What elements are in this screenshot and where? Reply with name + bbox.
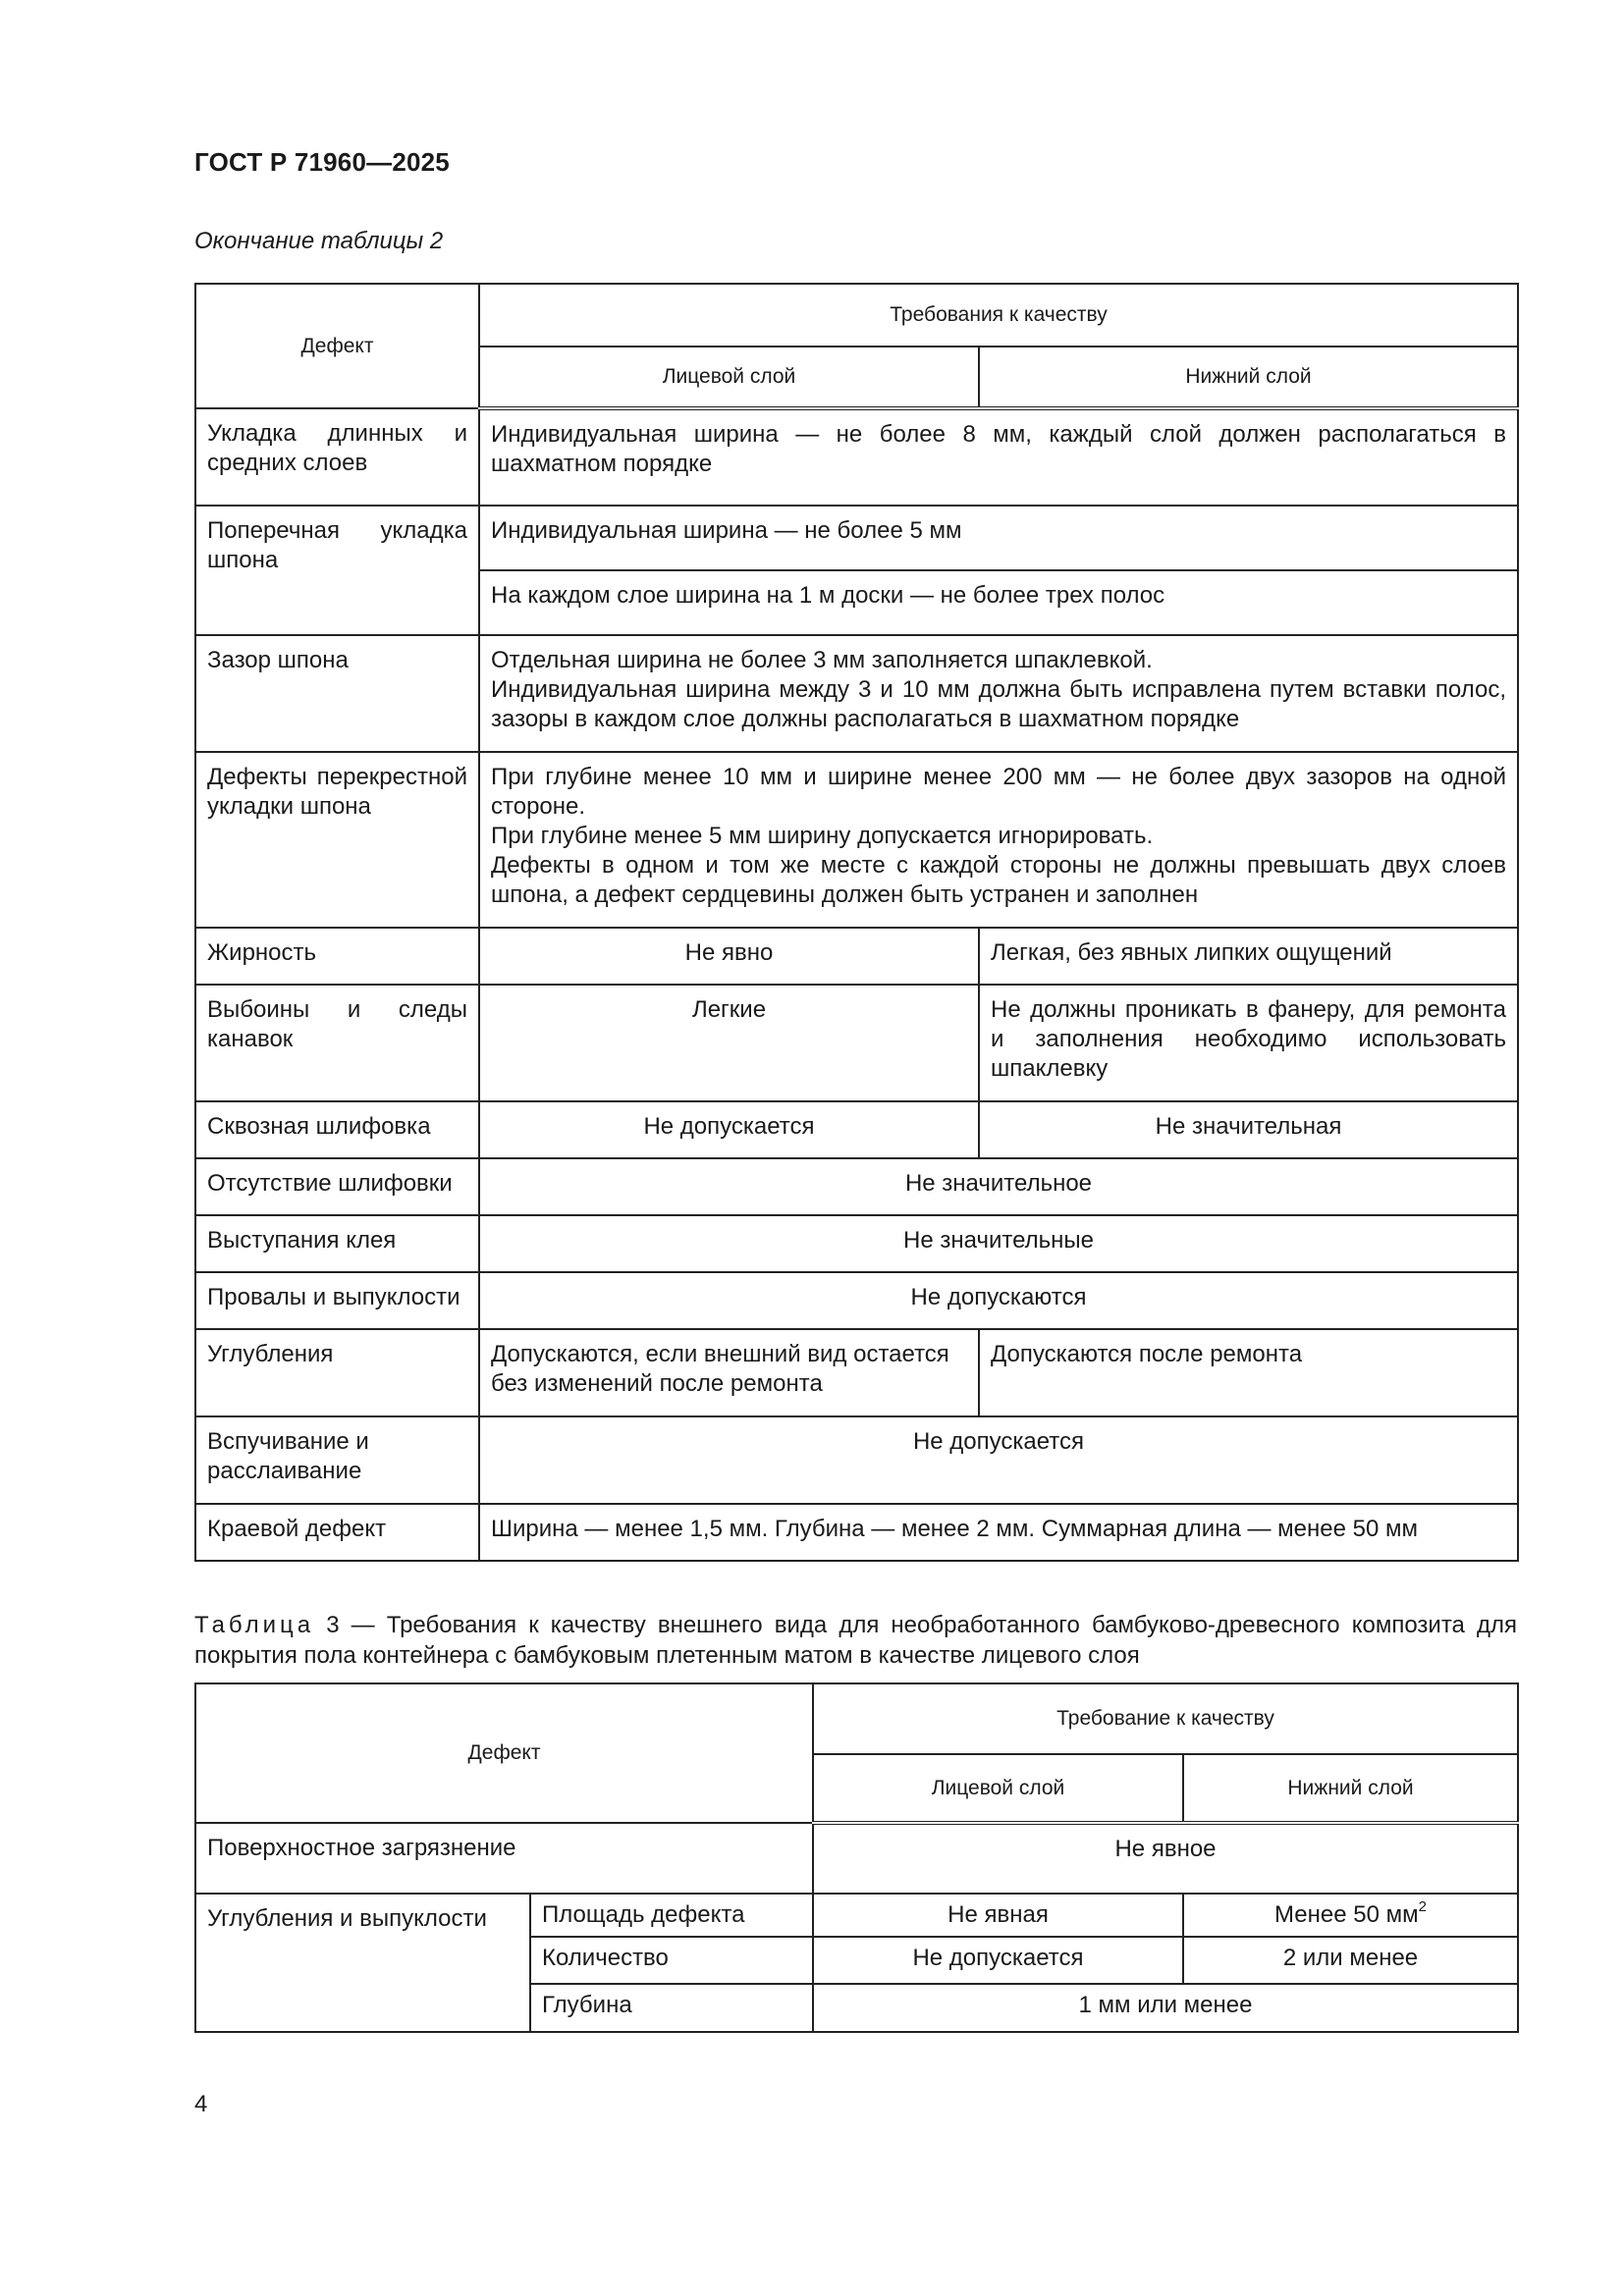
requirement-cell: Не явное bbox=[813, 1823, 1518, 1894]
requirement-line: При глубине менее 5 мм ширину допускается игнорировать. bbox=[491, 823, 1154, 849]
requirement-cell: 1 мм или менее bbox=[813, 1984, 1518, 2032]
table-3-caption bbox=[194, 1610, 1517, 1671]
face-layer-cell: Допускаются, если внешний вид остается без изменений после ремонта bbox=[479, 1329, 979, 1416]
table-row bbox=[195, 1272, 1518, 1329]
table-row bbox=[195, 928, 1518, 985]
table-row bbox=[195, 1158, 1518, 1215]
defect-cell: Дефекты перекрестной укладки шпона bbox=[195, 752, 479, 928]
requirement-line: Индивидуальная ширина между 3 и 10 мм должна быть исправлена путем вставки полос, зазоры в каждом слое должны располагаться в шахматном порядке bbox=[491, 676, 1506, 732]
defect-cell: Вспучивание и расслаивание bbox=[195, 1416, 479, 1504]
requirement-cell bbox=[479, 635, 1518, 752]
header-bottom-layer: Нижний слой bbox=[979, 347, 1518, 408]
face-layer-cell: Не допускается bbox=[479, 1101, 979, 1158]
bottom-layer-cell bbox=[1183, 1894, 1518, 1937]
parameter-cell: Площадь дефекта bbox=[530, 1894, 813, 1937]
bottom-layer-cell: Не значительная bbox=[979, 1101, 1518, 1158]
value-text: Менее 50 мм bbox=[1274, 1901, 1419, 1928]
header-face-layer: Лицевой слой bbox=[479, 347, 979, 408]
table-continuation-label: Окончание таблицы 2 bbox=[194, 228, 444, 254]
table-row bbox=[195, 635, 1518, 752]
table-row bbox=[195, 985, 1518, 1101]
defect-cell: Углубления и выпуклости bbox=[195, 1894, 530, 2032]
requirement-cell: На каждом слое ширина на 1 м доски — не более трех полос bbox=[479, 570, 1518, 635]
requirement-cell: Не значительное bbox=[479, 1158, 1518, 1215]
table-caption-label: Таблица bbox=[194, 1612, 315, 1638]
header-defect: Дефект bbox=[195, 1683, 813, 1823]
defect-cell: Выбоины и следы канавок bbox=[195, 985, 479, 1101]
table-row bbox=[195, 1823, 1518, 1894]
requirement-cell: Не допускаются bbox=[479, 1272, 1518, 1329]
table-caption-text: 3 — Требования к качеству внешнего вида для необработанного бамбуково-древесного композита для покрытия пола контейнера с бамбуковым плетенным матом в качестве лицевого слоя bbox=[194, 1612, 1518, 1669]
table-row bbox=[195, 506, 1518, 570]
table-row bbox=[195, 1329, 1518, 1416]
requirement-cell: Не значительные bbox=[479, 1215, 1518, 1272]
table-row bbox=[195, 1215, 1518, 1272]
face-layer-cell: Не явно bbox=[479, 928, 979, 985]
requirement-cell: Индивидуальная ширина — не более 5 мм bbox=[479, 506, 1518, 570]
defect-cell: Поверхностное загрязнение bbox=[195, 1823, 813, 1894]
requirement-cell: Ширина — менее 1,5 мм. Глубина — менее 2 мм. Суммарная длина — менее 50 мм bbox=[479, 1504, 1518, 1561]
bottom-layer-cell: 2 или менее bbox=[1183, 1937, 1518, 1984]
table-row bbox=[195, 1101, 1518, 1158]
parameter-cell: Количество bbox=[530, 1937, 813, 1984]
defect-cell: Выступания клея bbox=[195, 1215, 479, 1272]
bottom-layer-cell: Допускаются после ремонта bbox=[979, 1329, 1518, 1416]
defect-cell: Сквозная шлифовка bbox=[195, 1101, 479, 1158]
requirement-cell: Не допускается bbox=[479, 1416, 1518, 1504]
table-2 bbox=[194, 283, 1519, 1562]
defect-cell: Краевой дефект bbox=[195, 1504, 479, 1561]
face-layer-cell: Легкие bbox=[479, 985, 979, 1101]
requirement-line: Отдельная ширина не более 3 мм заполняется шпаклевкой. bbox=[491, 647, 1153, 673]
table-3 bbox=[194, 1682, 1519, 2033]
requirement-cell: Индивидуальная ширина — не более 8 мм, каждый слой должен располагаться в шахматном порядке bbox=[479, 408, 1518, 506]
bottom-layer-cell: Легкая, без явных липких ощущений bbox=[979, 928, 1518, 985]
table-row bbox=[195, 408, 1518, 506]
face-layer-cell: Не явная bbox=[813, 1894, 1183, 1937]
header-bottom-layer: Нижний слой bbox=[1183, 1754, 1518, 1823]
bottom-layer-cell: Не должны проникать в фанеру, для ремонта и заполнения необходимо использовать шпаклевку bbox=[979, 985, 1518, 1101]
requirement-line: Дефекты в одном и том же месте с каждой стороны не должны превышать двух слоев шпона, а дефект сердцевины должен быть устранен и заполнен bbox=[491, 852, 1506, 908]
defect-cell: Провалы и выпуклости bbox=[195, 1272, 479, 1329]
defect-cell: Жирность bbox=[195, 928, 479, 985]
header-quality-requirements: Требования к качеству bbox=[479, 284, 1518, 347]
defect-cell: Укладка длинных и средних слоев bbox=[195, 408, 479, 506]
superscript: 2 bbox=[1418, 1898, 1427, 1915]
requirement-line: При глубине менее 10 мм и ширине менее 200 мм — не более двух зазоров на одной стороне. bbox=[491, 764, 1506, 820]
table-row bbox=[195, 752, 1518, 928]
parameter-cell: Глубина bbox=[530, 1984, 813, 2032]
table-row bbox=[195, 1504, 1518, 1561]
page-number: 4 bbox=[194, 2091, 208, 2117]
table-row bbox=[195, 1894, 1518, 1937]
document-number: ГОСТ Р 71960—2025 bbox=[194, 147, 450, 177]
header-quality-requirement: Требование к качеству bbox=[813, 1683, 1518, 1754]
defect-cell: Зазор шпона bbox=[195, 635, 479, 752]
defect-cell: Поперечная укладка шпона bbox=[195, 506, 479, 635]
defect-cell: Углубления bbox=[195, 1329, 479, 1416]
header-defect: Дефект bbox=[195, 284, 479, 408]
defect-cell: Отсутствие шлифовки bbox=[195, 1158, 479, 1215]
requirement-cell bbox=[479, 752, 1518, 928]
header-face-layer: Лицевой слой bbox=[813, 1754, 1183, 1823]
table-row bbox=[195, 1416, 1518, 1504]
face-layer-cell: Не допускается bbox=[813, 1937, 1183, 1984]
